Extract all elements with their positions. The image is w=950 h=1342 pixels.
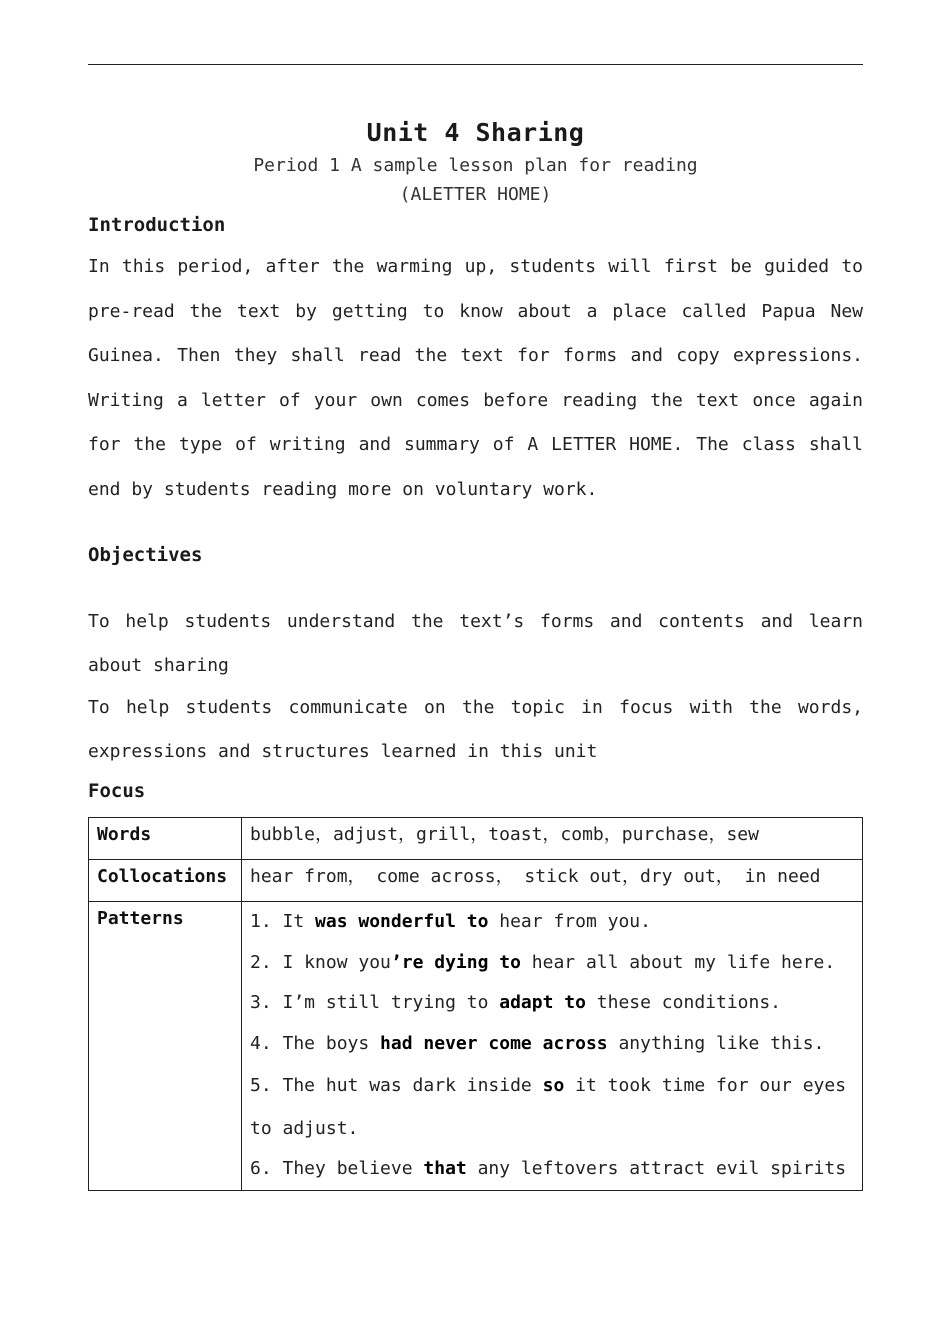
pattern-text: 4. The boys [250,1032,381,1054]
focus-heading: Focus [88,780,146,802]
introduction-line: pre-read the text by getting to know about a place called Papua New [88,300,863,322]
patterns-label: Patterns [89,902,242,1191]
pattern-line [250,902,854,943]
pattern-text: hear all about my life here. [520,951,836,973]
pattern-line [250,1149,854,1190]
introduction-line: end by students reading more on voluntary work. [88,478,598,500]
document-title: Unit 4 Sharing [366,118,585,147]
pattern-bold: had never come across [380,1032,608,1054]
objective-line: To help students communicate on the topic in focus with the words, [88,696,863,718]
pattern-line [250,1064,854,1109]
pattern-line [250,1109,854,1150]
objective-line: expressions and structures learned in this unit [88,741,598,762]
pattern-line [250,983,854,1024]
table-row [89,860,863,902]
pattern-bold: ’re dying to [390,951,521,973]
objective-line: about sharing [88,654,229,676]
collocations-label: Collocations [89,860,242,902]
header-rule [88,64,863,65]
introduction-heading: Introduction [88,214,226,236]
pattern-text: 6. They believe [250,1158,424,1179]
document-subtitle-2: (ALETTER HOME) [399,184,552,205]
pattern-line [250,943,854,984]
words-cell: bubble，adjust，grill，toast，comb，purchase，sew [242,818,863,860]
introduction-paragraph [88,245,863,512]
words-label: Words [89,818,242,860]
pattern-bold: adapt to [499,992,586,1013]
table-row [89,902,863,1191]
collocations-cell: hear from， come across， stick out，dry out， in need [242,860,863,902]
focus-table [88,817,863,1191]
pattern-text: anything like this. [607,1032,825,1054]
pattern-text: it took time for our eyes [564,1075,847,1096]
pattern-text: these conditions. [585,992,782,1013]
pattern-text: hear from you. [488,911,651,932]
introduction-line: Writing a letter of your own comes before reading the text once again [88,389,863,411]
pattern-text: 3. I’m still trying to [250,992,500,1013]
pattern-text: any leftovers attract evil spirits [466,1158,847,1179]
pattern-text: 5. The hut was dark inside [250,1075,543,1096]
introduction-line: In this period, after the warming up, students will first be guided to [88,256,863,277]
pattern-text: 2. I know you [250,951,391,973]
objectives-heading: Objectives [88,544,203,566]
objective-line: To help students understand the text’s forms and contents and learn [88,611,863,632]
pattern-line [250,1024,854,1065]
table-row [89,818,863,860]
objectives-paragraph [88,600,863,775]
patterns-cell [242,902,863,1191]
pattern-bold: so [542,1075,565,1096]
pattern-bold: was wonderful to [315,911,489,932]
pattern-text: 1. It [250,911,316,932]
document-subtitle: Period 1 A sample lesson plan for reading [253,155,698,176]
pattern-bold: that [423,1158,467,1179]
introduction-line: for the type of writing and summary of A LETTER HOME. The class shall [88,434,863,455]
pattern-text: to adjust. [250,1117,359,1139]
introduction-line: Guinea. Then they shall read the text for forms and copy expressions. [88,345,863,366]
